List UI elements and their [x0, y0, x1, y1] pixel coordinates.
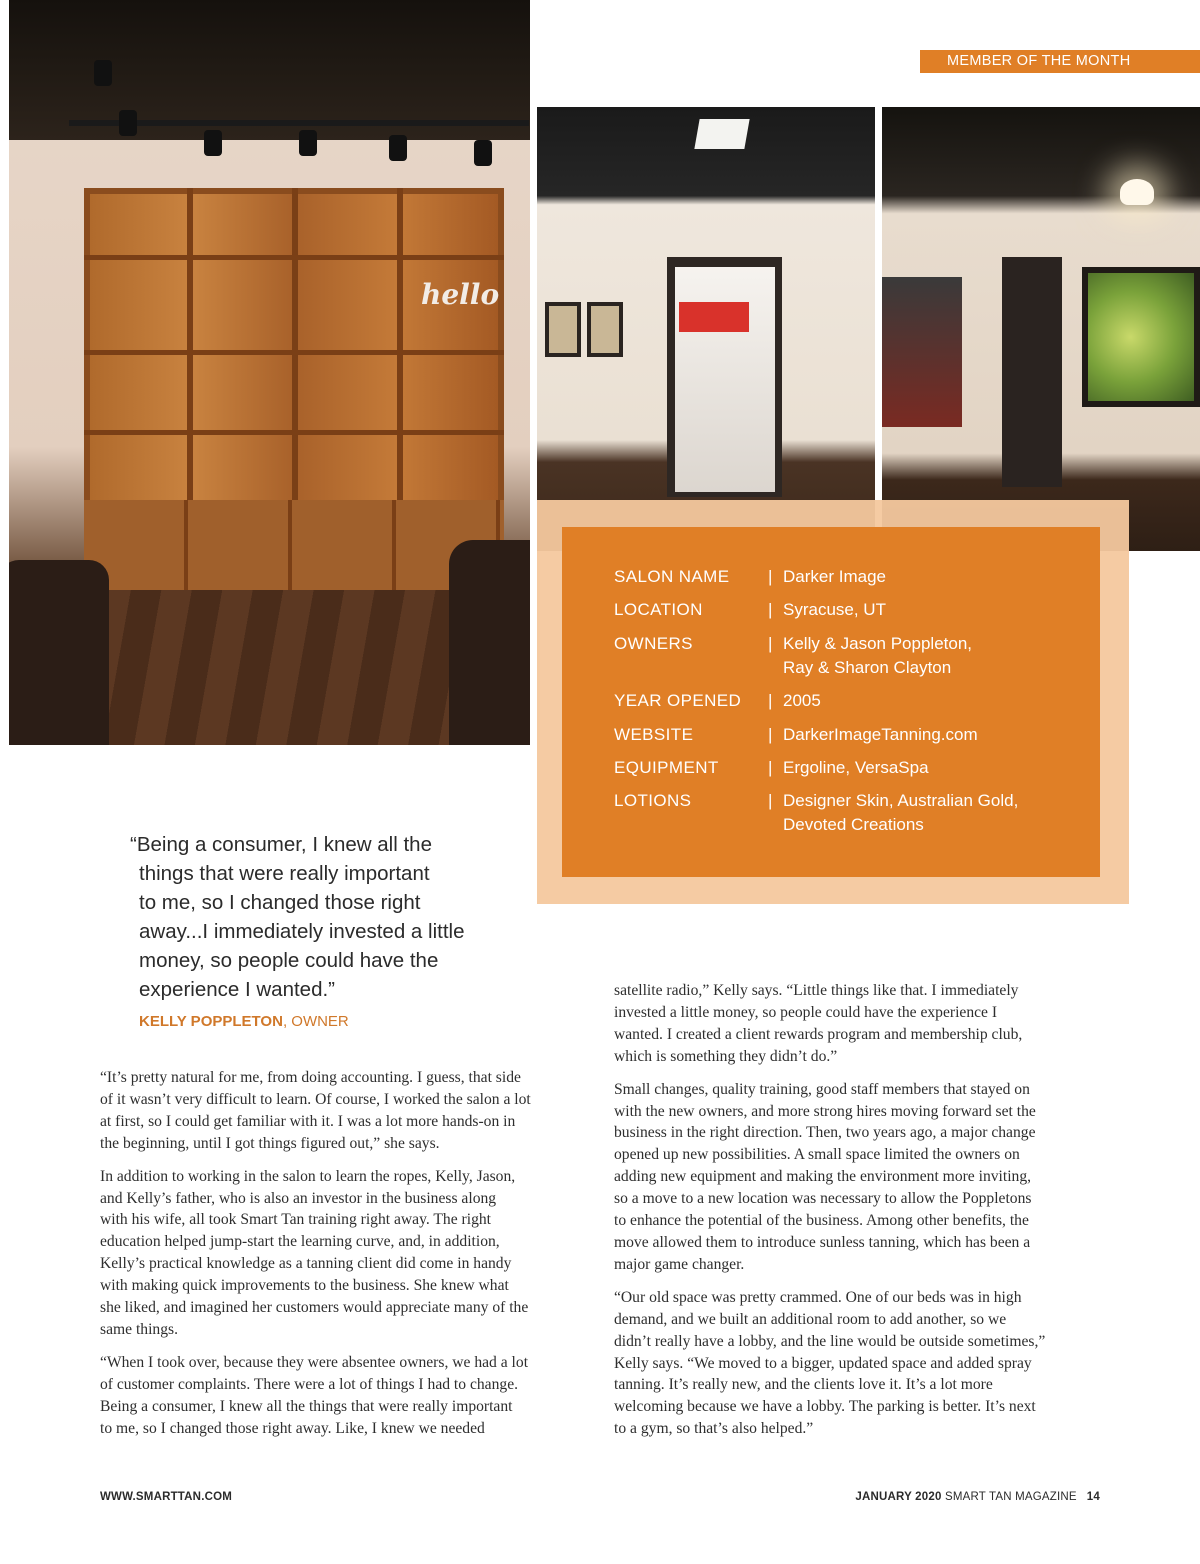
hallway-artwork-photo — [882, 107, 1200, 551]
page-number: 14 — [1086, 1491, 1100, 1503]
footer-website-link[interactable]: WWW.SMARTTAN.COM — [100, 1491, 233, 1503]
info-value: 2005 — [783, 691, 821, 710]
pull-quote-line: things that were really important — [139, 862, 430, 885]
article-paragraph — [100, 1352, 590, 1440]
info-separator: | — [768, 634, 773, 653]
text-line: at first, so I could get familiar with it. I was a lot more hands-on in — [100, 1112, 516, 1130]
text-line: Being a consumer, I knew all the things that were really important — [100, 1397, 513, 1415]
article-paragraph — [100, 1166, 590, 1341]
text-line: opened up new possibilities. A small space limited the owners on — [614, 1146, 1020, 1164]
text-line: Kelly says. “We moved to a bigger, updated space and added spray — [614, 1354, 1032, 1372]
text-line: with making quick improvements to the business. She knew what — [100, 1277, 509, 1295]
info-label: YEAR OPENED — [614, 691, 742, 710]
article-column-left — [100, 1067, 590, 1451]
article-paragraph — [614, 980, 1104, 1068]
info-value-line: Devoted Creations — [783, 815, 924, 834]
text-line: and Kelly’s father, who is also an investor in the business along — [100, 1189, 497, 1207]
info-label: LOCATION — [614, 600, 703, 619]
text-line: move allowed them to introduce sunless tanning, which has been a — [614, 1233, 1031, 1251]
footer-issue-date: JANUARY 2020 — [855, 1491, 942, 1503]
text-line: which is something they didn’t do.” — [614, 1047, 838, 1065]
text-line: satellite radio,” Kelly says. “Little things like that. I immediately — [614, 982, 1019, 999]
info-separator: | — [768, 791, 773, 810]
text-line: “Our old space was pretty crammed. One of our beds was in high — [614, 1288, 1022, 1306]
text-line: invested a little money, so people could have the experience I — [614, 1003, 998, 1021]
tanning-room-hallway-photo — [537, 107, 875, 551]
text-line: business in the right direction. Then, two years ago, a major change — [614, 1124, 1036, 1142]
info-label: EQUIPMENT — [614, 758, 719, 777]
info-label: LOTIONS — [614, 791, 692, 810]
text-line: Kelly’s practical knowledge as a tanning client did come in handy — [100, 1255, 512, 1273]
text-line: “It’s pretty natural for me, from doing accounting. I guess, that side — [100, 1069, 521, 1086]
text-line: wanted. I created a client rewards program and membership club, — [614, 1025, 1023, 1043]
website-link[interactable]: DarkerImageTanning.com — [783, 725, 978, 744]
text-line: Small changes, quality training, good staff members that stayed on — [614, 1080, 1030, 1098]
text-line: to me, so I changed those right away. Like, I knew we needed — [100, 1419, 485, 1437]
text-line: she liked, and imagined her customers would appreciate many of the — [100, 1299, 529, 1317]
footer-magazine-name: SMART TAN MAGAZINE — [941, 1491, 1077, 1503]
info-value-line: Designer Skin, Australian Gold, — [783, 791, 1019, 810]
text-line: tanning. It’s really new, and the clients love it. It’s a lot more — [614, 1376, 993, 1394]
salon-lobby-photo — [9, 0, 530, 745]
info-label: SALON NAME — [614, 567, 730, 586]
info-separator: | — [768, 725, 773, 744]
info-separator: | — [768, 600, 773, 619]
text-line: with the new owners, and more strong hires moving forward set the — [614, 1102, 1036, 1120]
text-line: adding new equipment and making the environment more inviting, — [614, 1168, 1032, 1186]
text-line: to a gym, so that’s also helped.” — [614, 1420, 814, 1438]
article-paragraph — [614, 1287, 1104, 1440]
info-separator: | — [768, 567, 773, 586]
pull-quote-line: experience I wanted.” — [139, 978, 336, 1001]
article-paragraph — [100, 1067, 590, 1155]
info-value — [783, 632, 1083, 680]
info-value — [783, 789, 1083, 837]
info-value: Syracuse, UT — [783, 600, 886, 619]
quote-author-name: KELLY POPPLETON — [139, 1013, 283, 1030]
info-label: WEBSITE — [614, 725, 694, 744]
pull-quote-line: away...I immediately invested a little — [139, 920, 465, 943]
salon-info-card — [562, 527, 1100, 877]
hello-sign: hello — [421, 278, 500, 311]
text-line: didn’t really have a lobby, and the line would be outside sometimes,” — [614, 1332, 1046, 1350]
article-column-right — [614, 980, 1104, 1451]
article-paragraph — [614, 1079, 1104, 1276]
pull-quote-line: “Being a consumer, I knew all the — [130, 833, 432, 856]
info-value: Ergoline, VersaSpa — [783, 758, 929, 777]
text-line: welcoming because we have a lobby. The parking is better. It’s next — [614, 1398, 1036, 1416]
section-tag: MEMBER OF THE MONTH — [920, 50, 1200, 73]
text-line: In addition to working in the salon to learn the ropes, Kelly, Jason, — [100, 1167, 516, 1185]
info-separator: | — [768, 691, 773, 710]
text-line: the beginning, until I got things figured out,” she says. — [100, 1134, 440, 1152]
info-value-line: Ray & Sharon Clayton — [783, 658, 952, 677]
pull-quote-attribution — [139, 1013, 349, 1030]
text-line: of it wasn’t very difficult to learn. Of course, I worked the salon a lot — [100, 1090, 531, 1108]
text-line: education helped jump-start the learning curve, and, in addition, — [100, 1233, 500, 1251]
text-line: same things. — [100, 1320, 178, 1338]
text-line: of customer complaints. There were a lot of things I had to change. — [100, 1375, 519, 1393]
text-line: major game changer. — [614, 1255, 745, 1273]
quote-author-role: , OWNER — [282, 1013, 349, 1030]
footer-issue-info — [855, 1491, 1100, 1503]
pull-quote-line: to me, so I changed those right — [139, 891, 421, 914]
info-value-line: Kelly & Jason Poppleton, — [783, 634, 973, 653]
text-line: “When I took over, because they were absentee owners, we had a lot — [100, 1353, 529, 1371]
text-line: so a move to a new location was necessary to allow the Poppletons — [614, 1190, 1032, 1208]
text-line: with his wife, all took Smart Tan training right away. The right — [100, 1211, 491, 1229]
info-separator: | — [768, 758, 773, 777]
text-line: to enhance the potential of the business. Among other benefits, the — [614, 1212, 1029, 1230]
info-label: OWNERS — [614, 634, 693, 653]
text-line: demand, and we built an additional room to add another, so we — [614, 1310, 1007, 1328]
pull-quote-line: money, so people could have the — [139, 949, 439, 972]
info-value: Darker Image — [783, 567, 886, 586]
pull-quote — [130, 830, 510, 1004]
